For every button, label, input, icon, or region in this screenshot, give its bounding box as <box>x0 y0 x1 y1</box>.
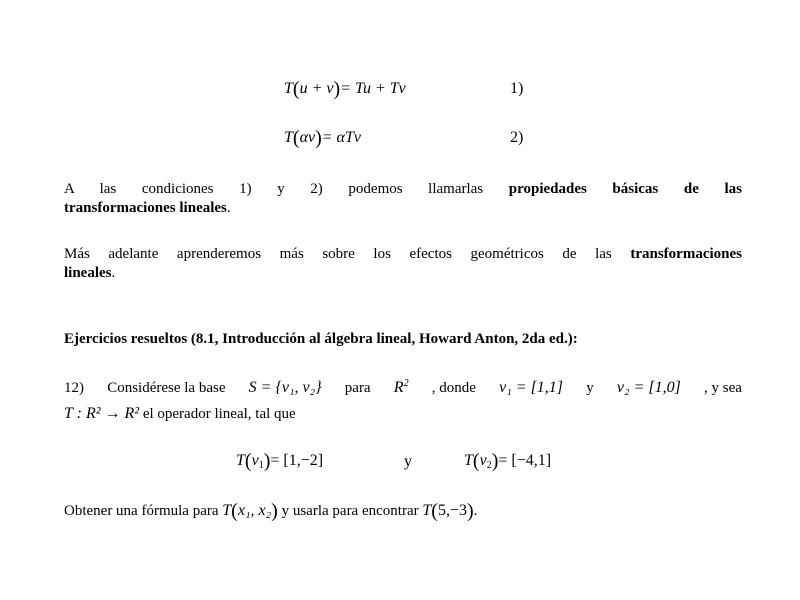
conjunction-y: y <box>404 453 412 470</box>
problem-12-line1: 12) Considérese la base S = {v₁, v₂} para $R^2$ , donde v₁ = [1,1] y v₂ = [1,0] , y sea <box>64 378 742 396</box>
equation-1: T(u + v)= Tu + Tv <box>284 78 406 100</box>
equation-2: T(αv)= αTv <box>284 127 361 149</box>
paragraph-conditions-line2: transformaciones lineales. <box>64 200 231 216</box>
problem-12-line2: T : R² → R² el operador lineal, tal que <box>64 405 296 422</box>
image-v2: $T(v_2)= [-4,1]$ <box>464 450 552 472</box>
image-v1: $T(v_1)= [1,-2]$ <box>236 450 324 472</box>
equation-1-number: 1) <box>510 80 524 97</box>
paragraph-conditions: A las condiciones 1) y 2) podemos llamarlas propiedades básicas de las <box>64 181 742 197</box>
equation-2-number: 2) <box>510 129 524 146</box>
paragraph-geometric-effects: Más adelante aprenderemos más sobre los efectos geométricos de las transformaciones <box>64 246 742 262</box>
exercise-heading: Ejercicios resueltos (8.1, Introducción al álgebra lineal, Howard Anton, 2da ed.): <box>64 331 578 347</box>
final-instruction: Obtener una fórmula para T(x₁, x₂) y usarla para encontrar T(5,−3). <box>64 500 478 522</box>
paragraph-geometric-effects-line2: lineales. <box>64 265 116 281</box>
